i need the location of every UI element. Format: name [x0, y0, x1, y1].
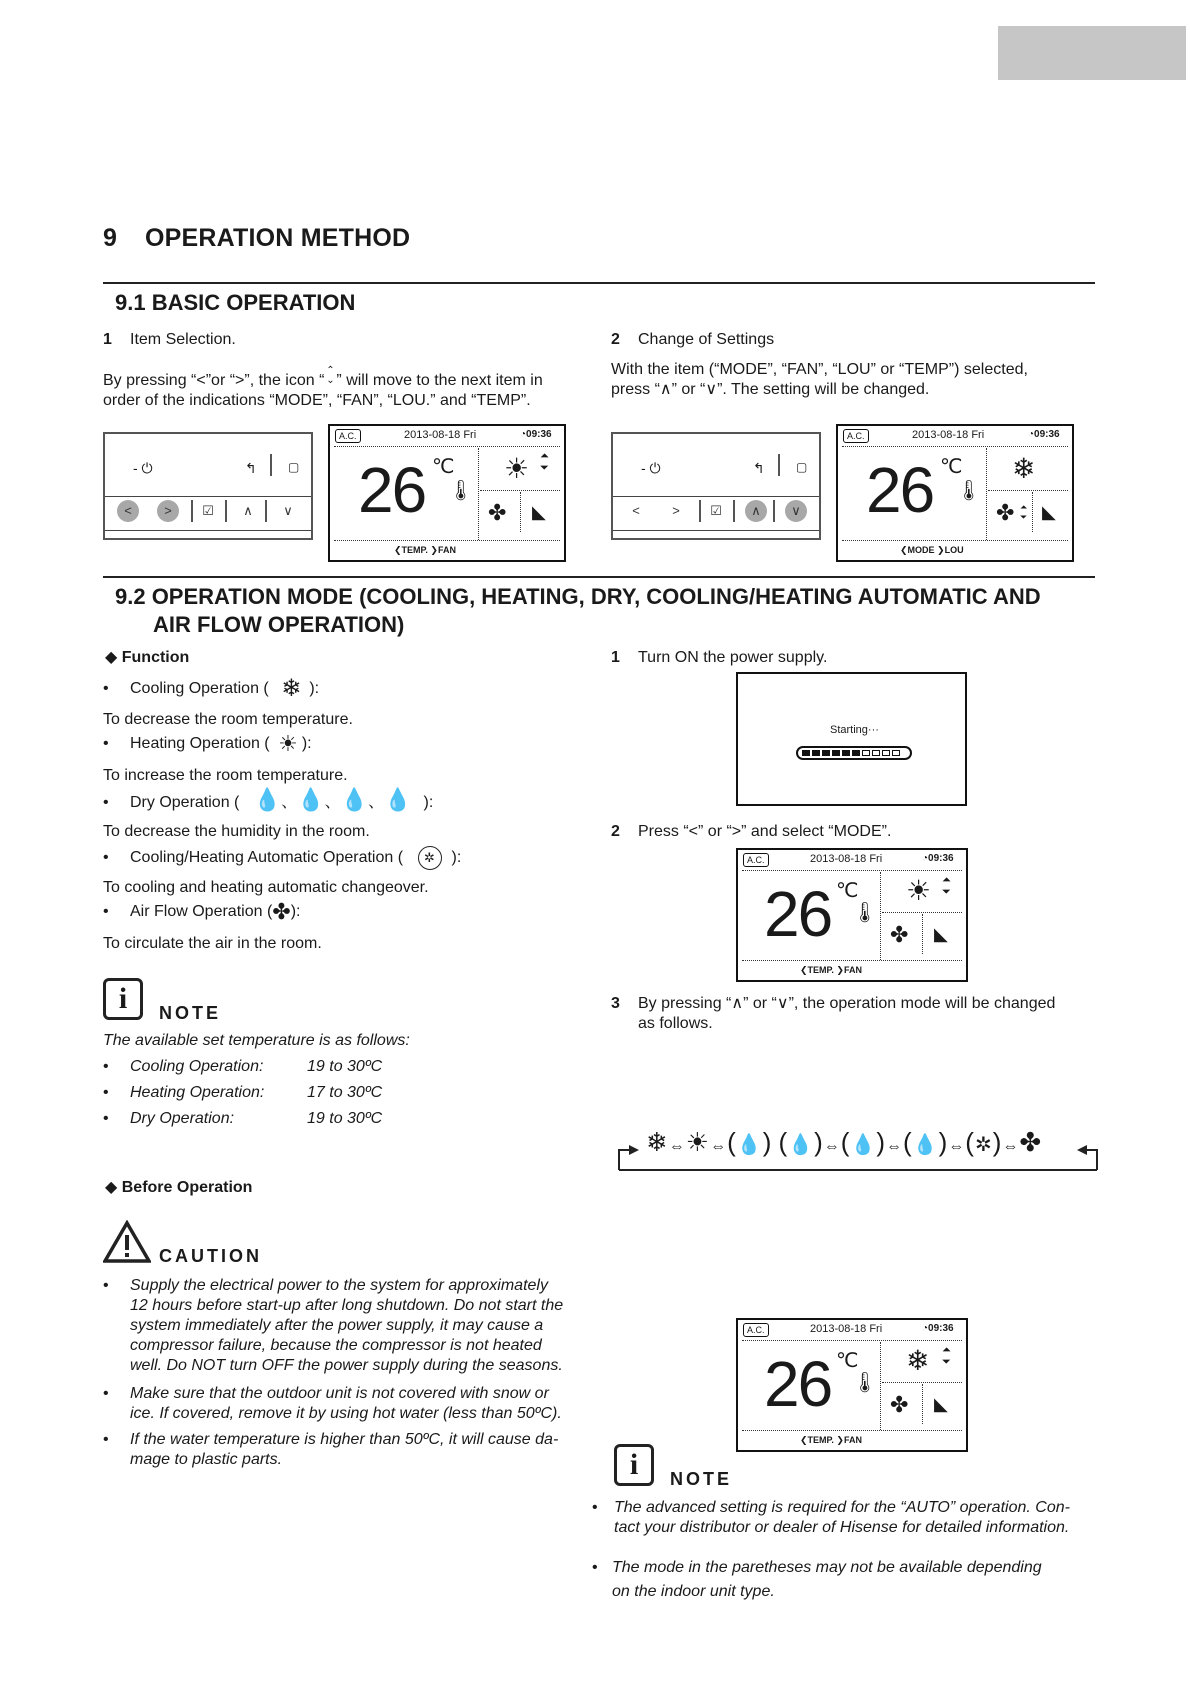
page-tab [998, 26, 1186, 80]
temperature-value: 26 [764, 1348, 832, 1420]
time-text: ◔09:36 [520, 429, 552, 440]
dotted-line [742, 960, 962, 961]
temperature-value: 26 [866, 454, 934, 526]
up-button[interactable]: ∧ [243, 503, 253, 518]
temperature-value: 26 [764, 878, 832, 950]
progress-segment [852, 750, 860, 756]
separator [225, 500, 227, 522]
step2: 2 Press “<” or “>” and select “MODE”. [611, 823, 892, 840]
auto-item: • Cooling/Heating Automatic Operation ( ✲ ): [103, 846, 461, 870]
confirm-button[interactable]: ☑ [710, 503, 722, 518]
separator [778, 454, 780, 476]
louver-icon: ◣ [934, 924, 948, 944]
degree-unit: ℃ [940, 456, 963, 478]
updown-circle-icon: ⏶ ⏷ [1020, 502, 1028, 522]
time-text: ◔09:36 [1028, 429, 1060, 440]
divider [613, 496, 819, 497]
updown-circle-icon: ⏶ ⏷ [540, 450, 549, 474]
drop-icon: 💧 [736, 1134, 763, 1156]
thermometer-icon: 🌡 [956, 480, 982, 502]
down-button[interactable]: ∨ [785, 500, 807, 522]
back-button[interactable]: ↰ [245, 460, 257, 476]
drop-minus-icon: 💧 [297, 787, 325, 812]
drops-three-icon: 💧 [384, 787, 412, 812]
mode-sequence: ❄⇔☀⇔(💧) (💧)⇔(💧)⇔(💧)⇔(✲)⇔✤ [646, 1127, 1043, 1157]
date-text: 2013-08-18 Fri [810, 853, 883, 865]
progress-segment [882, 750, 890, 756]
separator [265, 500, 267, 522]
auto-desc: To cooling and heating automatic changeover. [103, 879, 429, 896]
separator [270, 454, 272, 476]
heating-desc: To increase the room temperature. [103, 767, 348, 784]
starting-screen [736, 672, 967, 806]
back-button[interactable]: ↰ [753, 460, 765, 476]
sun-icon: ☀ [504, 453, 530, 484]
caution-bullet-2: • Make sure that the outdoor unit is not covered with snow or ice. If covered, remove it by using hot water (less than 50ºC). [103, 1385, 562, 1422]
progress-segment [812, 750, 820, 756]
chapter-title: 9 OPERATION METHOD [103, 224, 411, 252]
progress-segment [832, 750, 840, 756]
progress-segment [872, 750, 880, 756]
item1-heading: 1 Item Selection. [103, 331, 236, 348]
degree-unit: ℃ [836, 1350, 859, 1372]
dotted-line [882, 912, 962, 913]
copy-button[interactable]: ▢ [796, 460, 808, 474]
lcd-display-2 [836, 424, 1074, 562]
clock-icon: ◔ [520, 429, 527, 440]
ac-label: A.C. [743, 853, 769, 867]
drops-two-icon: 💧 [850, 1134, 877, 1156]
lcd-display-3 [736, 848, 968, 982]
note1-intro: The available set temperature is as follows: [103, 1032, 410, 1049]
dotted-separator [478, 448, 479, 540]
caution-label: CAUTION [159, 1246, 262, 1266]
progress-segment [892, 750, 900, 756]
clock-icon: ◔ [922, 1323, 929, 1334]
progress-segment [802, 750, 810, 756]
separator [773, 500, 775, 522]
info-icon: i [103, 978, 143, 1020]
cooling-desc: To decrease the room temperature. [103, 711, 353, 728]
rule-top [103, 282, 1095, 284]
confirm-button[interactable]: ☑ [202, 503, 214, 518]
item1-text: By pressing “<”or “>”, the icon “⌃ ⌄ ” will move to the next item in order of the indications “MODE”, “FAN”, “LOU.” and “TEMP”. [103, 365, 543, 409]
bottom-hint: ❮TEMP. ❯FAN [394, 545, 456, 555]
left-button[interactable]: < [117, 500, 139, 522]
fan-icon: ✤ [890, 922, 909, 947]
separator [699, 500, 701, 522]
bottom-hint: ❮MODE ❯LOU [900, 545, 964, 555]
cooling-item: • Cooling Operation ( ❄ ): [103, 675, 320, 702]
caution-bullet-1: • Supply the electrical power to the system for approximately 12 hours before start-up after long shutdown. Do not start the system immediately after the power supply, it may cause a compressor failure, because the compressor is not heated well. Do NOT turn OFF the power supply during the seasons. [103, 1277, 564, 1374]
separator [191, 500, 193, 522]
item2-heading: 2 Change of Settings [611, 331, 775, 348]
separator [733, 500, 735, 522]
divider [105, 496, 311, 497]
info-icon: i [614, 1444, 654, 1486]
warning-icon [103, 1220, 151, 1264]
note1-label: NOTE [159, 1003, 222, 1023]
ac-label: A.C. [743, 1323, 769, 1337]
louver-icon: ◣ [532, 502, 546, 522]
progress-segment [822, 750, 830, 756]
ac-label: A.C. [335, 429, 361, 443]
fan-icon: ✤ [1019, 1127, 1043, 1157]
time-text: ◔09:36 [922, 853, 954, 864]
dry-item: • Dry Operation ( 💧、💧、💧、💧 ): [103, 787, 434, 812]
copy-button[interactable]: ▢ [288, 460, 300, 474]
dry-desc: To decrease the humidity in the room. [103, 823, 370, 840]
bottom-hint: ❮TEMP. ❯FAN [800, 965, 862, 975]
sun-icon: ☀ [906, 875, 932, 906]
right-button[interactable]: > [157, 500, 179, 522]
dotted-separator [1032, 492, 1033, 532]
up-button[interactable]: ∧ [745, 500, 767, 522]
down-button[interactable]: ∨ [283, 503, 293, 518]
dotted-separator [986, 448, 987, 540]
heating-item: • Heating Operation ( ☀ ): [103, 731, 312, 756]
auto-mode-icon: ✲ [418, 846, 442, 870]
snowflake-icon: ❄ [1012, 453, 1036, 484]
divider [613, 530, 819, 531]
progress-segment [842, 750, 850, 756]
dotted-separator [922, 914, 923, 954]
dotted-line [882, 1382, 962, 1383]
airflow-item: • Air Flow Operation (✤): [103, 899, 301, 924]
thermometer-icon: 🌡 [448, 480, 474, 502]
step3: 3 By pressing “∧” or “∨”, the operation mode will be changed as follows. [611, 995, 1056, 1032]
date-text: 2013-08-18 Fri [404, 429, 477, 441]
dotted-separator [922, 1384, 923, 1424]
louver-icon: ◣ [934, 1394, 948, 1414]
airflow-desc: To circulate the air in the room. [103, 935, 322, 952]
step1: 1 Turn ON the power supply. [611, 649, 828, 666]
lcd-display-1 [328, 424, 566, 562]
dotted-line [842, 446, 1068, 447]
note2-label: NOTE [670, 1469, 733, 1489]
snowflake-icon: ❄ [281, 675, 302, 702]
drop-minus-icon: 💧 [788, 1134, 815, 1156]
note1-row: • Cooling Operation: 19 to 30ºC [103, 1058, 383, 1075]
sun-icon: ☀ [685, 1127, 711, 1157]
fan-icon: ✤ [488, 500, 507, 525]
note1-row: • Dry Operation: 19 to 30ºC [103, 1110, 383, 1127]
power-button[interactable]: - ⏻ [133, 460, 153, 476]
ac-label: A.C. [843, 429, 869, 443]
before-operation-heading: ◆ Before Operation [105, 1179, 253, 1196]
updown-circle-icon: ⏶ ⏷ [942, 874, 951, 898]
louver-icon: ◣ [1042, 502, 1056, 522]
rule-middle [103, 576, 1095, 578]
date-text: 2013-08-18 Fri [810, 1323, 883, 1335]
dotted-line [988, 490, 1068, 491]
note2-bullet-1: • The advanced setting is required for the “AUTO” operation. Con- tact your distributor or dealer of Hisense for detailed information. [592, 1499, 1070, 1536]
power-button[interactable]: - ⏻ [641, 460, 661, 476]
dotted-line [480, 490, 560, 491]
drop-icon: 💧 [253, 787, 282, 812]
drops-two-icon: 💧 [340, 787, 369, 812]
dotted-line [742, 1430, 962, 1431]
dotted-separator [520, 492, 521, 532]
note1-row: • Heating Operation: 17 to 30ºC [103, 1084, 383, 1101]
dotted-line [842, 540, 1068, 541]
dotted-line [742, 1340, 962, 1341]
snowflake-icon: ❄ [646, 1127, 669, 1157]
function-heading: ◆ Function [105, 649, 190, 666]
thermometer-icon: 🌡 [852, 902, 878, 924]
degree-unit: ℃ [836, 880, 859, 902]
snowflake-icon: ❄ [906, 1345, 930, 1376]
updown-circle-icon: ⏶ ⏷ [942, 1344, 951, 1368]
updown-circle-icon: ⌃ ⌄ [326, 365, 335, 386]
drops-three-icon: 💧 [912, 1134, 939, 1156]
fan-icon: ✤ [996, 500, 1015, 525]
time-text: ◔09:36 [922, 1323, 954, 1334]
bottom-hint: ❮TEMP. ❯FAN [800, 1435, 862, 1445]
progress-segment [862, 750, 870, 756]
dotted-line [334, 540, 560, 541]
fan-icon: ✤ [272, 899, 291, 924]
clock-icon: ◔ [922, 853, 929, 864]
dotted-separator [880, 872, 881, 960]
date-text: 2013-08-18 Fri [912, 429, 985, 441]
fan-icon: ✤ [890, 1392, 909, 1417]
right-button[interactable]: > [672, 503, 680, 518]
auto-mode-icon: ✲ [974, 1134, 993, 1156]
thermometer-icon: 🌡 [852, 1372, 878, 1394]
section-9-2-title: 9.2 OPERATION MODE (COOLING, HEATING, DRY, COOLING/HEATING AUTOMATIC AND AIR FLOW OPERATION) [115, 584, 1041, 637]
section-9-1-title: 9.1 BASIC OPERATION [115, 290, 356, 315]
clock-icon: ◔ [1028, 429, 1035, 440]
note2-bullet-2: • The mode in the paretheses may not be available depending on the indoor unit type. [592, 1559, 1042, 1600]
lcd-display-4 [736, 1318, 968, 1452]
remote-panel-2 [611, 432, 821, 540]
dotted-separator [880, 1342, 881, 1430]
caution-bullet-3: • If the water temperature is higher than 50ºC, it will cause da- mage to plastic parts. [103, 1431, 559, 1468]
temperature-value: 26 [358, 454, 426, 526]
degree-unit: ℃ [432, 456, 455, 478]
starting-text: Starting··· [830, 724, 879, 736]
item2-text: With the item (“MODE”, “FAN”, “LOU” or “TEMP”) selected, press “∧” or “∨”. The setting will be changed. [611, 361, 1028, 398]
remote-panel-1 [103, 432, 313, 540]
progress-bar [796, 746, 912, 760]
dotted-line [742, 870, 962, 871]
left-button[interactable]: < [632, 503, 640, 518]
dotted-line [334, 446, 560, 447]
divider [105, 530, 311, 531]
sun-icon: ☀ [278, 731, 298, 756]
